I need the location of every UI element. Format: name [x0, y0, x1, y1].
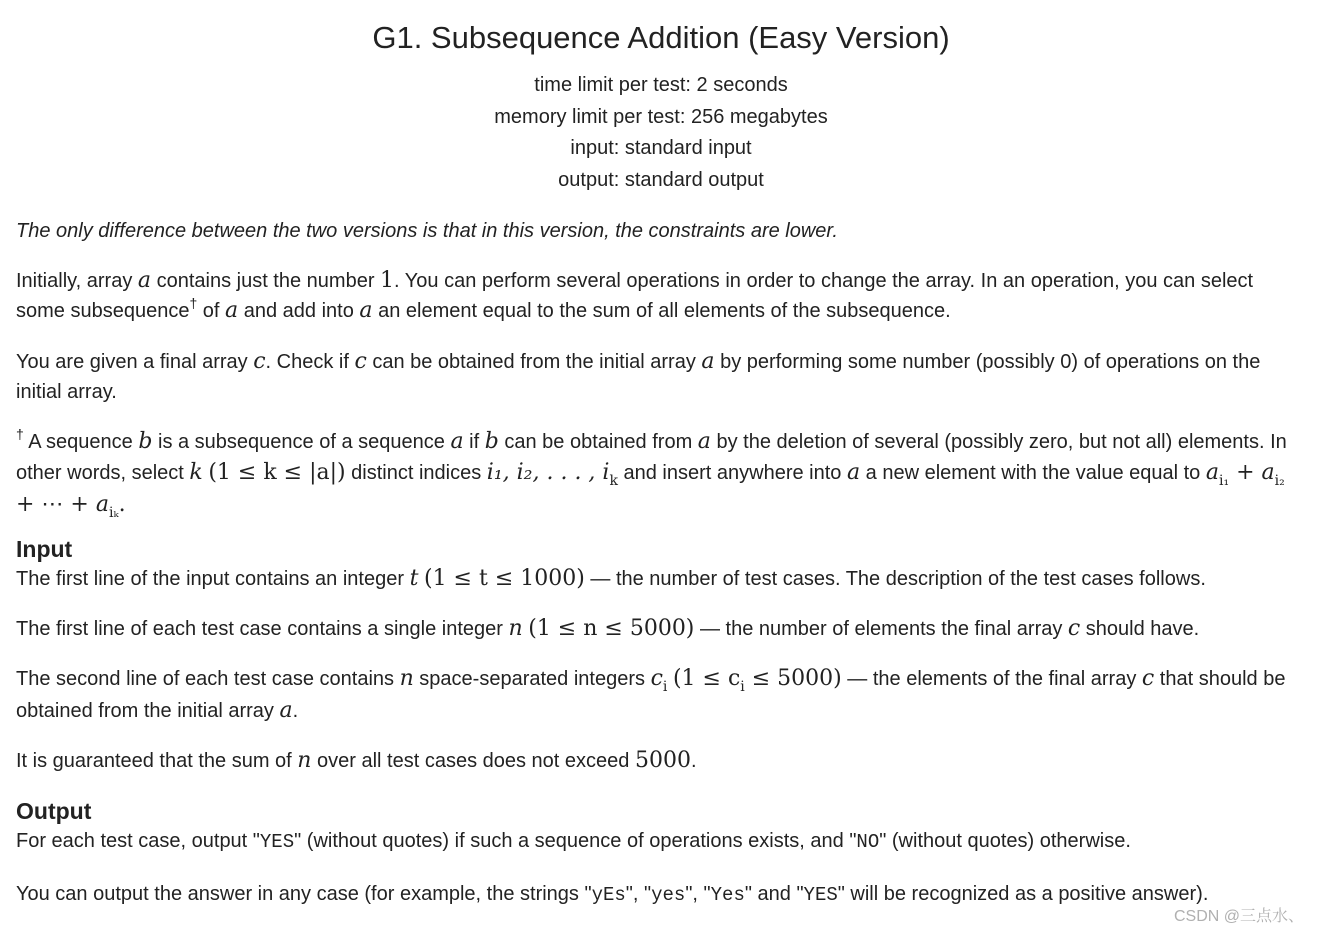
dagger-mark: † [16, 426, 24, 442]
version-note: The only difference between the two versions is that in this version, the constraints are lower. [16, 220, 838, 242]
dagger-footnote-mark: † [189, 295, 198, 311]
csdn-watermark: CSDN @三点水、 [1173, 908, 1304, 925]
output-spec: output: standard output [558, 168, 764, 191]
input-line-3: The second line of each test case contains n space-separated integers $c_i$ $(1 \le c_i \le 5000)$ — the elements of the final array c that should be obtained from the initial array a. [16, 666, 1286, 723]
problem-limits [16, 70, 1306, 196]
problem-statement [16, 18, 1306, 910]
output-line-2: You can output the answer in any case (for example, the strings "yEs", "yes", "Yes" and "YES" will be recognized as a positive answer). [16, 883, 1209, 906]
input-line-1: The first line of the input contains an integer t (1 ≤ t ≤ 1000) — the number of test cases. The description of the test cases follows. [16, 566, 1206, 591]
memory-limit: memory limit per test: 256 megabytes [494, 105, 828, 128]
output-heading: Output [16, 798, 92, 824]
input-heading: Input [16, 536, 73, 562]
statement-paragraph-2: You are given a final array c. Check if c can be obtained from the initial array a by performing some number (possibly 0) of operations on the initial array. [16, 349, 1261, 403]
time-limit: time limit per test: 2 seconds [534, 74, 788, 96]
footnote-paragraph: † A sequence b is a subsequence of a sequence a if b can be obtained from a by the deletion of several (possibly zero, but not all) elements. In other words, select k (1 ≤ k ≤ |a|) distinct indices i₁, i₂, . . . , $i_k$ and insert anywhere into a a new element with the value equal to $a_{i_1} + a_{i_2}$ + ⋯ + $a_{i_k}$. [16, 426, 1287, 521]
input-spec: input: standard input [570, 137, 752, 159]
input-line-4: It is guaranteed that the sum of n over all test cases does not exceed 5000. [16, 748, 697, 773]
input-line-2: The first line of each test case contains a single integer n (1 ≤ n ≤ 5000) — the number of elements the final array c should have. [16, 616, 1200, 641]
statement-paragraph-1: Initially, array a contains just the number 1. You can perform several operations in order to change the array. In an operation, you can select some subsequence† of a and add into a an element equal to the sum of all elements of the subsequence. [16, 268, 1254, 323]
problem-title: G1. Subsequence Addition (Easy Version) [372, 20, 950, 55]
output-line-1: For each test case, output "YES" (without quotes) if such a sequence of operations exists, and "NO" (without quotes) otherwise. [16, 830, 1131, 853]
